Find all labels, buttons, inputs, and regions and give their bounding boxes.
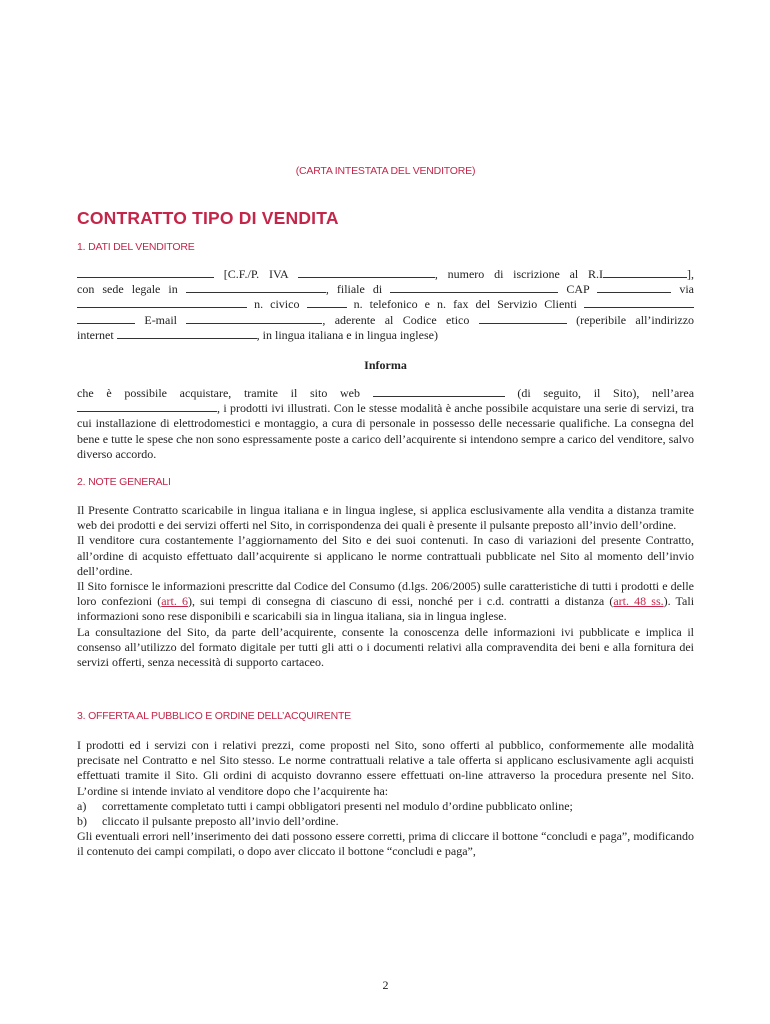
blank-field-codice-etico[interactable]	[479, 313, 567, 324]
list-item-b	[77, 814, 694, 829]
document-title: CONTRATTO TIPO DI VENDITA	[77, 208, 339, 228]
blank-field-cf-piva[interactable]	[298, 267, 435, 278]
label-bracket-end: ],	[687, 267, 695, 281]
seller-line-5	[77, 328, 694, 343]
informa-paragraph	[77, 386, 694, 462]
note-generali-p4: La consultazione del Sito, da parte dell’acquirente, consente la conoscenza delle informazioni ivi pubblicate e implica il consenso all’utilizzo del formato digitale per tutti gli atti o i documenti relativi alla compravendita dei beni e alla fornitura dei servizi offerti, senza necessità di supporto cartaceo.	[77, 624, 694, 670]
label-numero-iscrizione: , numero di iscrizione al R.I	[434, 267, 604, 281]
seller-data-block	[77, 267, 694, 343]
label-reperibile: (reperibile all’indirizzo	[576, 312, 695, 327]
blank-field-fax[interactable]	[77, 313, 135, 324]
label-email: E-mail	[144, 312, 178, 327]
blank-field-seller-name[interactable]	[77, 267, 214, 278]
informa-heading: Informa	[364, 358, 407, 372]
page-number: 2	[382, 978, 389, 992]
blank-field-filiale[interactable]	[390, 282, 558, 293]
label-cf-piva: [C.F./P. IVA	[223, 267, 289, 281]
blank-field-via[interactable]	[77, 297, 247, 308]
list-marker: a)	[77, 798, 87, 813]
offerta-p2: Gli eventuali errori nell’inserimento dei dati possono essere corretti, prima di cliccare il bottone “concludi e paga”, modificando il contenuto dei campi compilati, o dopo aver cliccato il bottone “concludi e paga”,	[77, 829, 694, 859]
blank-field-telefono[interactable]	[584, 297, 694, 308]
link-art-48[interactable]: art. 48 ss.	[613, 594, 664, 609]
informa-text-start: che è possibile acquistare, tramite il sito web	[77, 386, 360, 400]
offerta-block	[77, 738, 694, 860]
list-item-a	[77, 799, 694, 814]
seller-line-1	[77, 267, 694, 282]
seller-line-2	[77, 282, 694, 297]
label-sede-legale: con sede legale in	[77, 282, 178, 297]
seller-line-3	[77, 297, 694, 312]
label-telefono: n. telefonico e n. fax del Servizio Clienti	[353, 297, 577, 312]
list-item-text: cliccato il pulsante preposto all’invio dell’ordine.	[102, 814, 339, 829]
blank-field-iscrizione[interactable]	[603, 267, 687, 278]
section-heading-1: 1. DATI DEL VENDITORE	[77, 241, 195, 253]
note-generali-p1: Il Presente Contratto scaricabile in lingua italiana e in lingua inglese, si applica esclusivamente alla vendita a distanza tramite web dei prodotti e dei servizi offerti nel Sito, in corrispondenza dei quali è presente il pulsante preposto all’invio dell’ordine.	[77, 503, 694, 533]
label-civico: n. civico	[254, 297, 300, 312]
letterhead-placeholder: (CARTA INTESTATA DEL VENDITORE)	[295, 165, 476, 177]
label-cap: CAP	[566, 282, 590, 297]
link-art-6[interactable]: art. 6	[161, 594, 189, 609]
section-heading-2: 2. NOTE GENERALI	[77, 476, 171, 488]
label-internet: internet	[77, 327, 114, 342]
informa-text-rest: , i prodotti ivi illustrati. Con le stesse modalità è anche possibile acquistare una serie di servizi, tra cui installazione di elettrodomestici e montaggio, a cura di personale in possesso delle necessarie qualifiche. La consegna del bene e tutte le spese che non sono espressamente poste a carico dell’acquirente si intendono sempre a carico del venditore, salvo diverso accordo.	[77, 401, 694, 461]
seller-line-4	[77, 313, 694, 328]
blank-field-sito-web[interactable]	[373, 386, 505, 397]
informa-text-seguito: (di seguito, il Sito), nell’area	[517, 386, 695, 400]
list-marker: b)	[77, 814, 87, 829]
offerta-p1: I prodotti ed i servizi con i relativi prezzi, come proposti nel Sito, sono offerti al pubblico, conformemente alle modalità precisate nel Contratto e nel Sito stesso. Le norme contrattuali relative a tale offerta si applicano esclusivamente agli acquisti effettuati tramite il Sito. Gli ordini di acquisto dovranno essere effettuati on-line attraverso la procedura presente nel Sito. L’ordine si intende inviato al venditore dopo che l’acquirente ha:	[77, 738, 694, 798]
label-via: via	[679, 282, 694, 297]
blank-field-civico[interactable]	[307, 297, 347, 308]
note-generali-p2: Il venditore cura costantemente l’aggiornamento del Sito e dei suoi contenuti. In caso di variazioni del presente Contratto, all’ordine di acquisto effettuato dall’acquirente si applicano le norme contrattuali pubblicate nel Sito al momento dell’invio dell’ordine.	[77, 533, 694, 578]
list-item-text: correttamente completato tutti i campi obbligatori presenti nel modulo d’ordine pubblicato online;	[102, 798, 573, 813]
blank-field-email[interactable]	[186, 313, 322, 324]
blank-field-area[interactable]	[77, 401, 217, 412]
label-codice-etico: , aderente al Codice etico	[322, 312, 470, 327]
section-heading-3: 3. OFFERTA AL PUBBLICO E ORDINE DELL’ACQUIRENTE	[77, 710, 351, 722]
blank-field-sede-legale[interactable]	[186, 282, 326, 293]
note-generali-p3: Il Sito fornisce le informazioni prescritte dal Codice del Consumo (d.lgs. 206/2005) sulle caratteristiche di tutti i prodotti e delle loro confezioni (art. 6), sui tempi di consegna di ciascuno di essi, nonché per i c.d. contratti a distanza (art. 48 ss.). Tali informazioni sono rese disponibili e scaricabili sia in lingua italiana, sia in lingua inglese.	[77, 579, 695, 624]
blank-field-cap[interactable]	[597, 282, 671, 293]
label-lingua: , in lingua italiana e in lingua inglese)	[256, 327, 438, 342]
label-filiale: , filiale di	[325, 282, 383, 297]
note-generali-block	[77, 503, 694, 670]
blank-field-internet[interactable]	[117, 328, 257, 339]
